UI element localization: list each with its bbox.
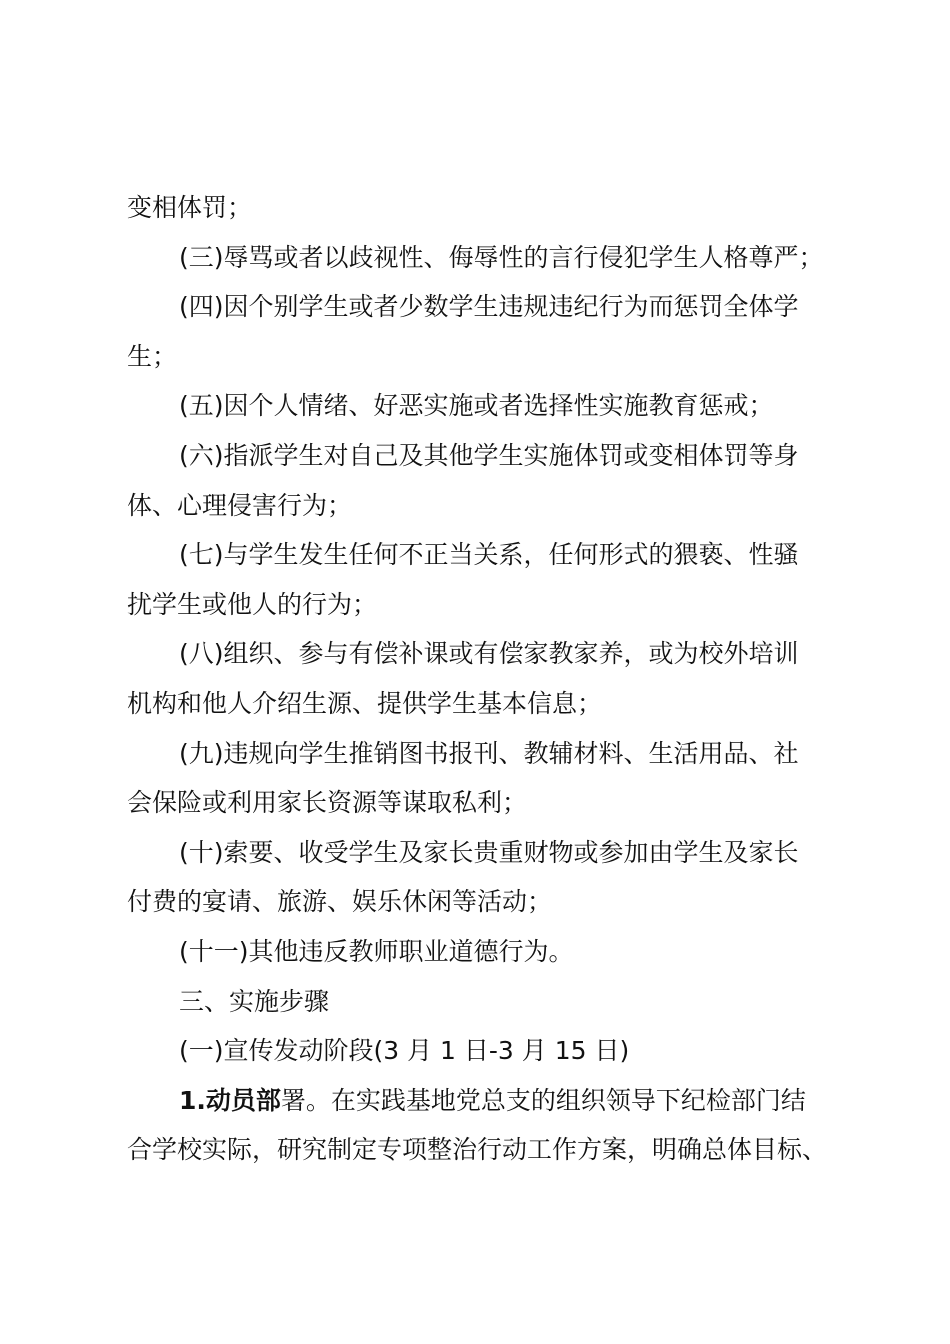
paragraph-line: (十一)其他违反教师职业道德行为。	[179, 936, 574, 966]
paragraph-line: (十)索要、收受学生及家长贵重财物或参加由学生及家长	[179, 837, 799, 867]
paragraph-line: (五)因个人情绪、好恶实施或者选择性实施教育惩戒；	[179, 391, 774, 421]
paragraph-line: (六)指派学生对自己及其他学生实施体罚或变相体罚等身	[179, 440, 799, 470]
mobilization-text: 署。在实践基地党总支的组织领导下纪检部门结	[280, 1085, 806, 1115]
mobilization-heading: 1.动员部	[179, 1085, 281, 1115]
paragraph-line: 生；	[127, 341, 178, 371]
paragraph-line: (四)因个别学生或者少数学生违规违纪行为而惩罚全体学	[179, 292, 799, 322]
paragraph-line: (三)辱骂或者以歧视性、侮辱性的言行侵犯学生人格尊严；	[179, 242, 824, 272]
paragraph-line: 体、心理侵害行为；	[127, 490, 353, 520]
paragraph-line: (八)组织、参与有偿补课或有偿家教家养，或为校外培训	[179, 639, 799, 669]
document-body	[127, 183, 837, 1175]
section-heading: 三、实施步骤	[179, 986, 330, 1016]
paragraph-line	[127, 1076, 837, 1126]
paragraph-line: 会保险或利用家长资源等谋取私利；	[127, 788, 528, 818]
paragraph-line: (九)违规向学生推销图书报刊、教辅材料、生活用品、社	[179, 738, 799, 768]
subsection-heading: (一)宣传发动阶段(3 月 1 日-3 月 15 日)	[179, 1036, 630, 1066]
paragraph-line: (七)与学生发生任何不正当关系，任何形式的猥亵、性骚	[179, 540, 799, 570]
paragraph-line: 机构和他人介绍生源、提供学生基本信息；	[127, 688, 603, 718]
paragraph-line: 扰学生或他人的行为；	[127, 589, 378, 619]
paragraph-line: 变相体罚；	[127, 193, 253, 222]
paragraph-line: 付费的宴请、旅游、娱乐休闲等活动；	[127, 887, 553, 917]
paragraph-line: 合学校实际，研究制定专项整治行动工作方案，明确总体目标、	[127, 1135, 828, 1165]
